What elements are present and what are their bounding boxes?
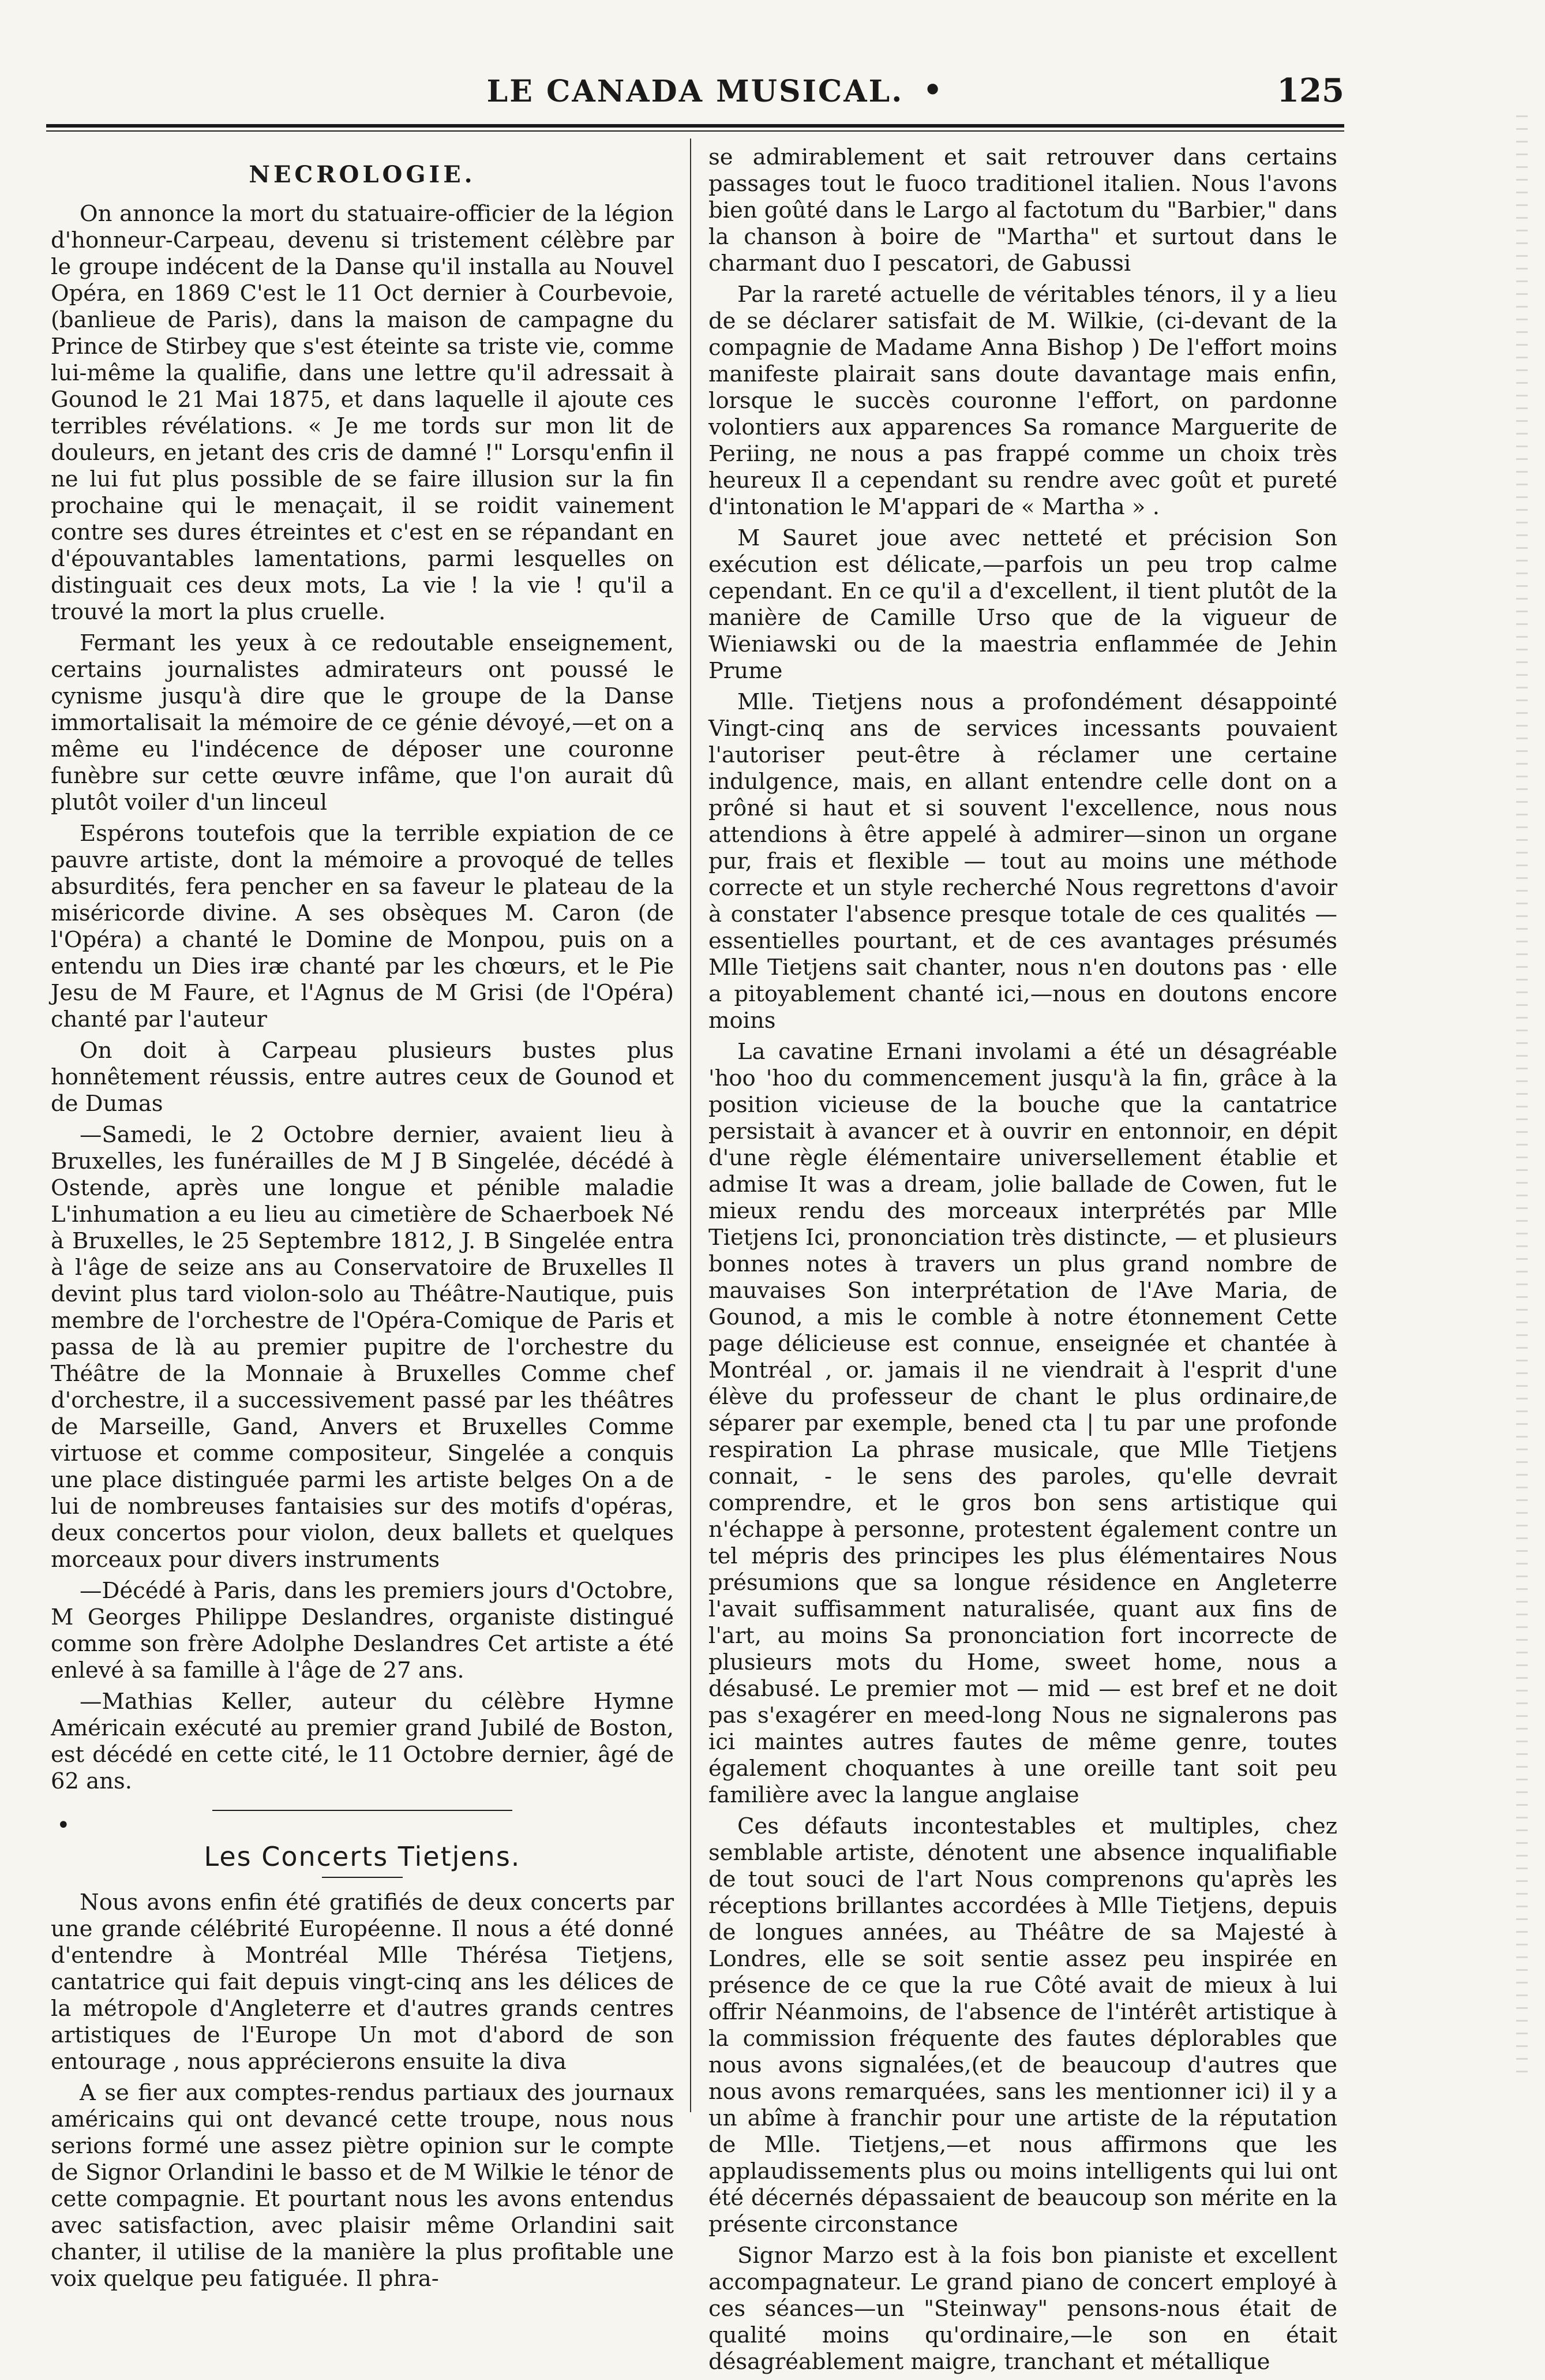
section-title-necrologie: NECROLOGIE.	[249, 161, 476, 188]
right-column	[708, 144, 1337, 2380]
paragraph: La cavatine Ernani involami a été un désagréable 'hoo 'hoo du commencement jusqu'à la fin, grâce à la position vicieuse de la bouche que la cantatrice persistait à avancer et à ouvrir en entonnoir, en dépit d'une règle élémentaire universellement établie et admise It was a dream, jolie ballade de Cowen, fut le mieux rendu des morceaux interprétés par Mlle Tietjens Ici, prononciation très distincte, — et plusieurs bonnes notes à travers un plus grand nombre de mauvaises Son interprétation de l'Ave Maria, de Gounod, a mis le comble à notre étonnement Cette page délicieuse est connue, enseignée et chantée à Montréal , or. jamais il ne viendrait à l'esprit d'une élève du professeur de chant le plus ordinaire,de séparer par exemple, bened cta | tu par une profonde respiration La phrase musicale, que Mlle Tietjens connait, - le sens des paroles, qu'elle devrait comprendre, et le gros bon sens artistique qui n'échappe à personne, protestent également contre un tel mépris des principes les plus élémentaires Nous présumions que sa longue résidence en Angleterre l'avait suffisamment naturalisée, quant aux fins de l'art, au moins Sa prononciation fort incorrecte de plusieurs mots du Home, sweet home, nous a désabusé. Le premier mot — mid — est bref et ne doit pas s'exagérer en meed-long Nous ne signalerons pas ici maintes autres fautes de même genre, toutes également choquantes à une oreille tant soit peu familière avec la langue anglaise	[708, 1039, 1337, 1808]
paragraph: —Samedi, le 2 Octobre dernier, avaient lieu à Bruxelles, les funérailles de M J B Singelée, décédé à Ostende, après une longue et pénible maladie L'inhumation a eu lieu au cimetière de Schaerboek Né à Bruxelles, le 25 Septembre 1812, J. B Singelée entra à l'âge de seize ans au Conservatoire de Bruxelles Il devint plus tard violon-solo au Théâtre-Nautique, puis membre de l'orchestre de l'Opéra-Comique de Paris et passa de là au premier pupitre de l'orchestre du Théâtre de la Monnaie à Bruxelles Comme chef d'orchestre, il a successivement passé par les théâtres de Marseille, Gand, Anvers et Bruxelles Comme virtuose et comme compositeur, Singelée a conquis une place distinguée parmi les artiste belges On a de lui de nombreuses fantaisies sur des motifs d'opéras, deux concertos pour violon, deux ballets et quelques morceaux pour divers instruments	[51, 1122, 674, 1573]
section-title-concerts: Les Concerts Tietjens.	[204, 1841, 521, 1872]
scan-edge-noise	[1516, 115, 1528, 2078]
paragraph: se admirablement et sait retrouver dans certains passages tout le fuoco traditionel italien. Nous l'avons bien goûté dans le Largo al factotum du "Barbier," dans la chanson à boire de "Martha" et surtout dans le charmant duo I pescatori, de Gabussi	[708, 144, 1337, 276]
paragraph: On doit à Carpeau plusieurs bustes plus honnêtement réussis, entre autres ceux de Gounod et de Dumas	[51, 1038, 674, 1117]
section-separator	[212, 1810, 512, 1811]
paragraph: Par la rareté actuelle de véritables ténors, il y a lieu de se déclarer satisfait de M. Wilkie, (ci-devant de la compagnie de Madame Anna Bishop ) De l'effort moins manifeste plairait sans doute davantage mais enfin, lorsque le succès couronne l'effort, on pardonne volontiers aux apparences Sa romance Marguerite de Periing, ne nous a pas frappé comme un choix très heureux Il a cependant su rendre avec goût et pureté d'intonation le M'appari de « Martha » .	[708, 282, 1337, 520]
page-number: 125	[1277, 72, 1344, 110]
journal-title: LE CANADA MUSICAL.	[486, 74, 904, 109]
page-header	[46, 69, 1344, 115]
paragraph: Signor Marzo est à la fois bon pianiste et excellent accompagnateur. Le grand piano de concert employé à ces séances—un "Steinway" pensons-nous était de qualité moins qu'ordinaire,—le son en était désagréablement maigre, tranchant et métallique	[708, 2243, 1337, 2375]
paragraph: Ces défauts incontestables et multiples, chez semblable artiste, dénotent une absence inqualifiable de tout souci de l'art Nous comprenons qu'après les réceptions brillantes accordées à Mlle Tietjens, depuis de longues années, au Théâtre de sa Majesté à Londres, elle se soit sentie assez peu inspirée en présence de ce que la rue Côté avait de mieux à lui offrir Néanmoins, de l'absence de l'intérêt artistique à la commission fréquente des fautes déplorables que nous avons signalées,(et de beaucoup d'autres que nous avons remarquées, sans les mentionner ici) il y a un abîme à franchir pour une artiste de la réputation de Mlle. Tietjens,—et nous affirmons que les applaudissements plus ou moins intelligents qui lui ont été décernés dépassaient de beaucoup son mérite en la présente circonstance	[708, 1813, 1337, 2237]
header-bullet: •	[923, 73, 943, 108]
paragraph: —Décédé à Paris, dans les premiers jours d'Octobre, M Georges Philippe Deslandres, organiste distingué comme son frère Adolphe Deslandres Cet artiste a été enlevé à sa famille à l'âge de 27 ans.	[51, 1578, 674, 1683]
paragraph: M Sauret joue avec netteté et précision Son exécution est délicate,—parfois un peu trop calme cependant. En ce qu'il a d'excellent, il tient plutôt de la manière de Camille Urso que de la vigueur de Wieniawski ou de la maestria enflammée de Jehin Prume	[708, 525, 1337, 684]
paragraph: —Mathias Keller, auteur du célèbre Hymne Américain exécuté au premier grand Jubilé de Boston, est décédé en cette cité, le 11 Octobre dernier, âgé de 62 ans.	[51, 1689, 674, 1794]
column-divider	[690, 139, 691, 2112]
bullet: •	[57, 1812, 70, 1839]
paragraph: Espérons toutefois que la terrible expiation de ce pauvre artiste, dont la mémoire a provoqué de telles absurdités, fera pencher en sa faveur le plateau de la miséricorde divine. A ses obsèques M. Caron (de l'Opéra) a chanté le Domine de Monpou, puis on a entendu un Dies iræ chanté par les chœurs, et le Pie Jesu de M Faure, et l'Agnus de M Grisi (de l'Opéra) chanté par l'auteur	[51, 821, 674, 1032]
title-underline	[322, 1877, 403, 1878]
paragraph: A se fier aux comptes-rendus partiaux des journaux américains qui ont devancé cette troupe, nous nous serions formé une assez piètre opinion sur le compte de Signor Orlandini le basso et de M Wilkie le ténor de cette compagnie. Et pourtant nous les avons entendus avec satisfaction, avec plaisir même Orlandini sait chanter, il utilise de la manière la plus profitable une voix quelque peu fatiguée. Il phra-	[51, 2080, 674, 2292]
paragraph: On annonce la mort du statuaire-officier de la légion d'honneur-Carpeau, devenu si tristement célèbre par le groupe indécent de la Danse qu'il installa au Nouvel Opéra, en 1869 C'est le 11 Oct dernier à Courbevoie,(banlieue de Paris), dans la maison de campagne du Prince de Stirbey que s'est éteinte sa triste vie, comme lui-même la qualifie, dans une lettre qu'il adressait à Gounod le 21 Mai 1875, et dans laquelle il ajoute ces terribles révélations. « Je me tords sur mon lit de douleurs, en jetant des cris de damné !" Lorsqu'enfin il ne lui fut plus possible de se faire illusion sur la fin prochaine qui le menaçait, il se roidit vainement contre ses dures étreintes et c'est en se répandant en d'épouvantables lamentations, parmi lesquelles on distinguait ces deux mots, La vie ! la vie ! qu'il a trouvé la mort la plus cruelle.	[51, 201, 674, 625]
paragraph: Nous avons enfin été gratifiés de deux concerts par une grande célébrité Européenne. Il nous a été donné d'entendre à Montréal Mlle Thérésa Tietjens, cantatrice qui fait depuis vingt-cinq ans les délices de la métropole d'Angleterre et d'autres grands centres artistiques de l'Europe Un mot d'abord de son entourage , nous apprécierons ensuite la diva	[51, 1889, 674, 2075]
paragraph: Fermant les yeux à ce redoutable enseignement, certains journalistes admirateurs ont poussé le cynisme jusqu'à dire que le groupe de la Danse immortalisait la mémoire de ce génie dévoyé,—et on a même eu l'indécence de déposer une couronne funèbre sur cette œuvre infâme, que l'on aurait dû plutôt voiler d'un linceul	[51, 630, 674, 815]
paragraph: Mlle. Tietjens nous a profondément désappointé Vingt-cinq ans de services incessants pouvaient l'autoriser peut-être à réclamer une certaine indulgence, mais, en allant entendre celle dont on a prôné si haut et si souvent l'excellence, nous nous attendions à être appelé à admirer—sinon un organe pur, frais et flexible — tout au moins une méthode correcte et un style recherché Nous regrettons d'avoir à constater l'absence presque totale de ces qualités — essentielles pourtant, et de ces avantages présumés Mlle Tietjens sait chanter, nous n'en doutons pas · elle a pitoyablement chanté ici,—nous en doutons encore moins	[708, 689, 1337, 1034]
header-rule-thick	[46, 124, 1344, 128]
header-rule-thin	[46, 130, 1344, 132]
left-column	[51, 156, 674, 2297]
